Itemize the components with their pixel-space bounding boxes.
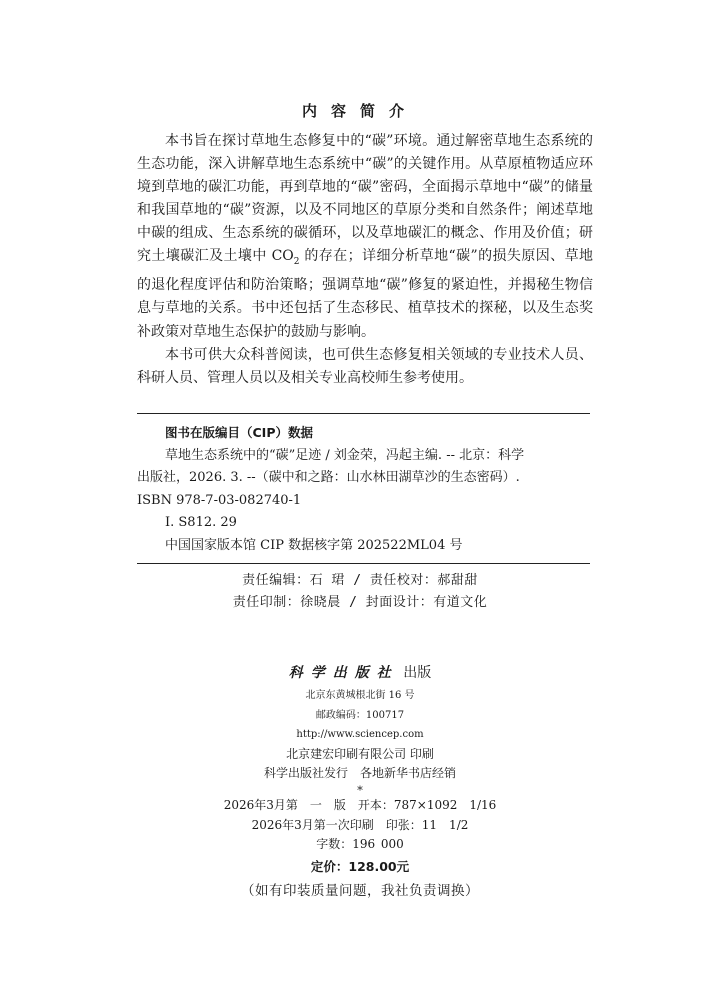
colophon xyxy=(0,660,720,903)
cip-isbn: ISBN 978-7-03-082740-1 xyxy=(137,492,302,508)
cip-data-block xyxy=(137,422,590,557)
cip-verification: 中国国家版本馆 CIP 数据核字第 202522ML04 号 xyxy=(165,537,463,553)
edition-info: 2026年3月第 一 版 开本：787×1092 1/16 xyxy=(223,797,497,812)
intro-p1-text-b: 的存在；详细分析草地“碳”的损失原因、草地的退化程度评估和防治策略；强调草地“碳”修复的紧迫性，并揭秘生物信息与草地的关系。书中还包括了生态移民、植草技术的探秘，以及生态奖补政策对草地生态保护的鼓励与影响。 xyxy=(137,248,594,340)
top-divider xyxy=(137,413,590,414)
section-title: 内容简介 xyxy=(301,102,418,120)
publisher-address: 北京东黄城根北街 16 号 xyxy=(305,690,415,701)
credits-line-1: 责任编辑：石 珺 / 责任校对：郝甜甜 xyxy=(242,573,478,588)
editorial-credits xyxy=(0,570,720,614)
cip-line-1: 草地生态系统中的“碳”足迹 / 刘金荣，冯起主编. -- 北京：科学 xyxy=(165,447,525,463)
quality-notice: （如有印装质量问题，我社负责调换） xyxy=(241,882,479,899)
intro-p1-text-a: 本书旨在探讨草地生态修复中的“碳”环境。通过解密草地生态系统的生态功能，深入讲解草地生态系统中“碳”的关键作用。从草原植物适应环境到草地的碳汇功能，再到草地的“碳”密码，全面揭示草地中“碳”的储量和我国草地的“碳”资源，以及不同地区的草原分类和自然条件；阐述草地中碳的组成、生态系统的碳循环，以及草地碳汇的概念、作用及价值；研究土壤碳汇及土壤中 CO xyxy=(137,133,593,265)
postcode: 邮政编码：100717 xyxy=(315,709,405,721)
intro-paragraph-2: 本书可供大众科普阅读，也可供生态修复相关领域的专业技术人员、科研人员、管理人员以及相关专业高校师生参考使用。 xyxy=(137,346,593,386)
credits-line-2: 责任印制：徐晓晨 / 封面设计：有道文化 xyxy=(232,595,488,610)
publisher-suffix: 出版 xyxy=(398,665,432,681)
publisher-url: http://www.sciencep.com xyxy=(296,729,424,741)
word-count: 字数：196 000 xyxy=(316,837,404,852)
intro-paragraph-1 xyxy=(137,130,593,344)
distribution: 科学出版社发行 各地新华书店经销 xyxy=(263,766,456,781)
cip-classification: Ⅰ. S812. 29 xyxy=(165,515,237,530)
cip-heading: 图书在版编目（CIP）数据 xyxy=(165,425,313,440)
bottom-divider xyxy=(137,563,590,564)
cip-line-2: 出版社，2026. 3. --（碳中和之路：山水林田湖草沙的生态密码）. xyxy=(137,470,520,485)
printing-info: 2026年3月第一次印刷 印张：11 1/2 xyxy=(251,817,469,832)
book-introduction xyxy=(137,130,593,390)
co2-subscript: 2 xyxy=(293,257,300,268)
publisher xyxy=(0,660,720,686)
price: 定价：128.00元 xyxy=(310,858,410,874)
printer: 北京建宏印刷有限公司 印刷 xyxy=(286,746,434,761)
publisher-name: 科学出版社 xyxy=(288,665,399,681)
separator-star: * xyxy=(357,782,363,797)
